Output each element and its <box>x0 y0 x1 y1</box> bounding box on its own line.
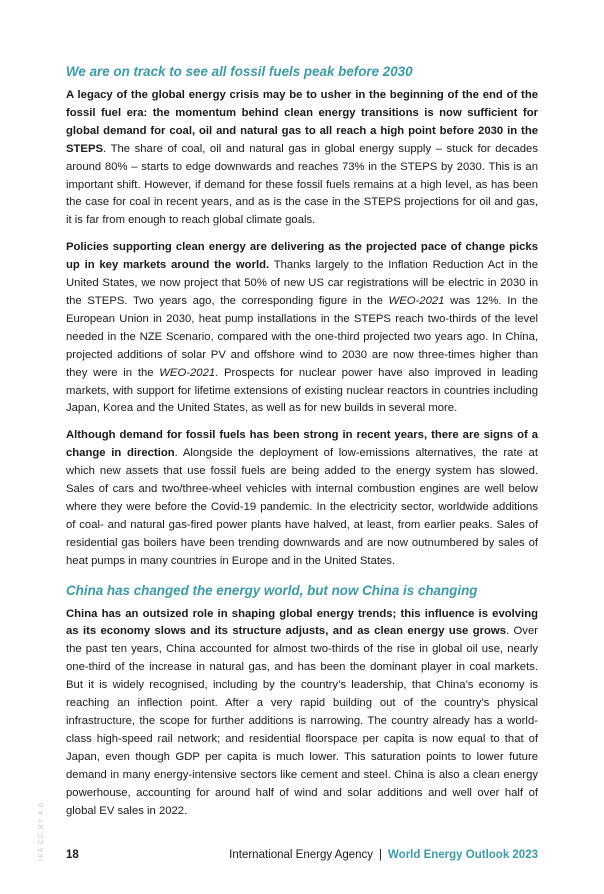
section-heading-fossil-fuels-peak: We are on track to see all fossil fuels peak before 2030 <box>66 64 413 79</box>
paragraph-china-role <box>66 606 538 821</box>
paragraph-body: . Alongside the deployment of low-emissions alternatives, the rate at which new assets that use fossil fuels are being added to the energy system has slowed. Sales of cars and two/three-wheel vehicles with internal combustion engines are well below where they were before the Covid-19 pandemic. In the electricity sector, worldwide additions of coal- and natural gas-fired power plants have halved, at least, from earlier peaks. Sales of residential gas boilers have been trending downwards and are now outnumbered by sales of heat pumps in many countries in Europe and in the United States. <box>66 447 538 567</box>
footer-text <box>229 849 538 861</box>
report-title: World Energy Outlook 2023 <box>388 849 538 862</box>
paragraph-body: . Prospects for nuclear power have also improved in leading markets, with support for lifetime extensions of existing nuclear reactors in countries including Japan, Korea and the United States, as well as for new builds in several more. <box>66 366 539 415</box>
publisher-name: International Energy Agency <box>229 849 374 862</box>
page-footer <box>38 802 538 862</box>
paragraph-lead: Policies supporting clean energy are delivering as the projected pace of change picks up in key markets around the world. <box>66 241 538 272</box>
footer-separator: | <box>379 849 383 862</box>
page-content <box>66 62 538 829</box>
paragraph-body: was 12%. In the European Union in 2030, heat pump installations in the STEPS reach two-thirds of the level needed in the NZE Scenario, compared with the one-third projected two years ago. In China, projected additions of solar PV and offshore wind to 2030 are now three-times higher than they were in the <box>66 294 538 379</box>
report-reference: WEO-2021 <box>159 366 216 379</box>
paragraph-energy-crisis-legacy <box>66 87 538 230</box>
report-reference: WEO-2021 <box>388 294 445 307</box>
paragraph-change-in-direction <box>66 427 538 570</box>
page-number: 18 <box>66 849 79 862</box>
paragraph-lead: A legacy of the global energy crisis may be to usher in the beginning of the end of the fossil fuel era: the momentum behind clean energy transitions is now sufficient for global demand for coal, oil and natural gas to all reach a high point before 2030 in the STEPS <box>66 89 538 155</box>
paragraph-lead: China has an outsized role in shaping global energy trends; this influence is evolving as its economy slows and its structure adjusts, and as clean energy use grows <box>66 607 538 638</box>
paragraph-clean-energy-policies <box>66 239 538 418</box>
paragraph-body: Thanks largely to the Inflation Reduction Act in the United States, we now project that 50% of new US car registrations will be electric in 2030 in the STEPS. Two years ago, the corresponding figure in the <box>66 259 538 307</box>
paragraph-body: . The share of coal, oil and natural gas in global energy supply – stuck for decades around 80% – starts to edge downwards and reaches 73% in the STEPS by 2030. This is an important shift. However, if demand for these fossil fuels remains at a high level, as has been the case for coal in recent years, and as is the case in the STEPS projections for oil and gas, it is far from enough to reach global climate goals. <box>66 142 538 227</box>
paragraph-lead: Although demand for fossil fuels has been strong in recent years, there are signs of a change in direction <box>66 429 538 460</box>
license-note: IEA CC BY 4.0 <box>38 802 45 862</box>
section-heading-china: China has changed the energy world, but now China is changing <box>66 582 478 598</box>
paragraph-body: . Over the past ten years, China accounted for almost two-thirds of the rise in global oil use, nearly one-third of the increase in natural gas, and has been the dominant player in coal markets. But it is widely recognised, including by the country’s leadership, that China’s economy is reaching an inflection point. After a very rapid building out of the country’s physical infrastructure, the scope for further additions is narrowing. The country already has a world-class high-speed rail network; and residential floorspace per capita is now equal to that of Japan, even though GDP per capita is much lower. This saturation points to lower future demand in many energy-intensive sectors like cement and steel. China is also a clean energy powerhouse, accounting for around half of wind and solar additions and well over half of global EV sales in 2022. <box>66 625 538 817</box>
